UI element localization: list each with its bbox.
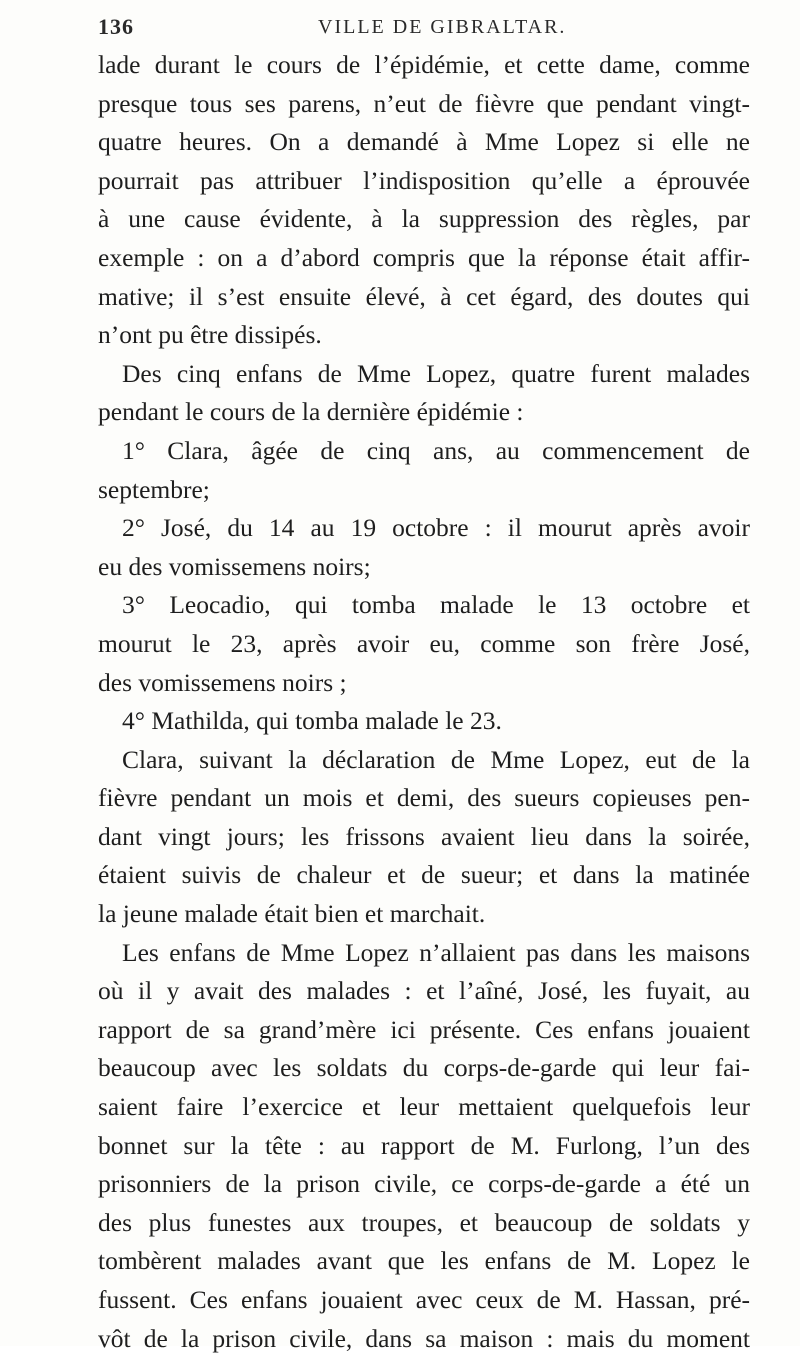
text-line: où il y avait des malades : et l’aîné, José, les fuyait, au [98, 976, 750, 1006]
text-line: 2° José, du 14 au 19 octobre : il mourut après avoir [122, 513, 750, 543]
text-line: dant vingt jours; les frissons avaient lieu dans la soirée, [98, 821, 750, 851]
text-line: saient faire l’exercice et leur mettaient quelquefois leur [98, 1092, 750, 1122]
text-line: vôt de la prison civile, dans sa maison : mais du moment [98, 1323, 750, 1353]
text-line: 3° Leocadio, qui tomba malade le 13 octobre et [122, 590, 750, 620]
text-line: à une cause évidente, à la suppression des règles, par [98, 204, 750, 234]
text-line: eu des vomissemens noirs; [98, 551, 371, 581]
text-line: mative; il s’est ensuite élevé, à cet égard, des doutes qui [98, 281, 750, 311]
text-line: Des cinq enfans de Mme Lopez, quatre furent malades [122, 358, 750, 388]
running-title: VILLE DE GIBRALTAR. [318, 16, 567, 38]
text-line: la jeune malade était bien et marchait. [98, 899, 486, 929]
text-line: Clara, suivant la déclaration de Mme Lopez, eut de la [122, 744, 750, 774]
page-number: 136 [98, 14, 134, 39]
text-line: pendant le cours de la dernière épidémie : [98, 397, 524, 427]
text-line: étaient suivis de chaleur et de sueur; et dans la matinée [98, 860, 750, 890]
text-line: septembre; [98, 474, 210, 504]
text-line: exemple : on a d’abord compris que la réponse était affir- [98, 242, 750, 272]
text-line: tombèrent malades avant que les enfans de M. Lopez le [98, 1246, 750, 1276]
text-line: bonnet sur la tête : au rapport de M. Furlong, l’un des [98, 1130, 750, 1160]
text-line: 4° Mathilda, qui tomba malade le 23. [122, 706, 502, 736]
body-text [98, 46, 750, 1358]
text-line: pourrait pas attribuer l’indisposition qu’elle a éprouvée [98, 165, 750, 195]
text-line: fussent. Ces enfans jouaient avec ceux de M. Hassan, pré- [98, 1285, 750, 1314]
text-line: des vomissemens noirs ; [98, 667, 347, 697]
text-line: lade durant le cours de l’épidémie, et cette dame, comme [98, 50, 750, 79]
text-line: rapport de sa grand’mère ici présente. Ces enfans jouaient [98, 1014, 750, 1044]
text-line: quatre heures. On a demandé à Mme Lopez si elle ne [98, 127, 750, 157]
text-line: 1° Clara, âgée de cinq ans, au commencement de [122, 435, 750, 465]
text-line: des plus funestes aux troupes, et beaucoup de soldats y [98, 1207, 750, 1237]
page-header [96, 6, 756, 46]
text-line: mourut le 23, après avoir eu, comme son frère José, [98, 628, 750, 658]
text-line: fièvre pendant un mois et demi, des sueurs copieuses pen- [98, 783, 750, 813]
text-line: n’ont pu être dissipés. [98, 320, 322, 350]
text-line: presque tous ses parens, n’eut de fièvre que pendant vingt- [98, 88, 750, 118]
text-line: Les enfans de Mme Lopez n’allaient pas dans les maisons [122, 937, 750, 967]
text-line: prisonniers de la prison civile, ce corps-de-garde a été un [98, 1169, 750, 1199]
text-line: beaucoup avec les soldats du corps-de-garde qui leur fai- [98, 1053, 750, 1083]
